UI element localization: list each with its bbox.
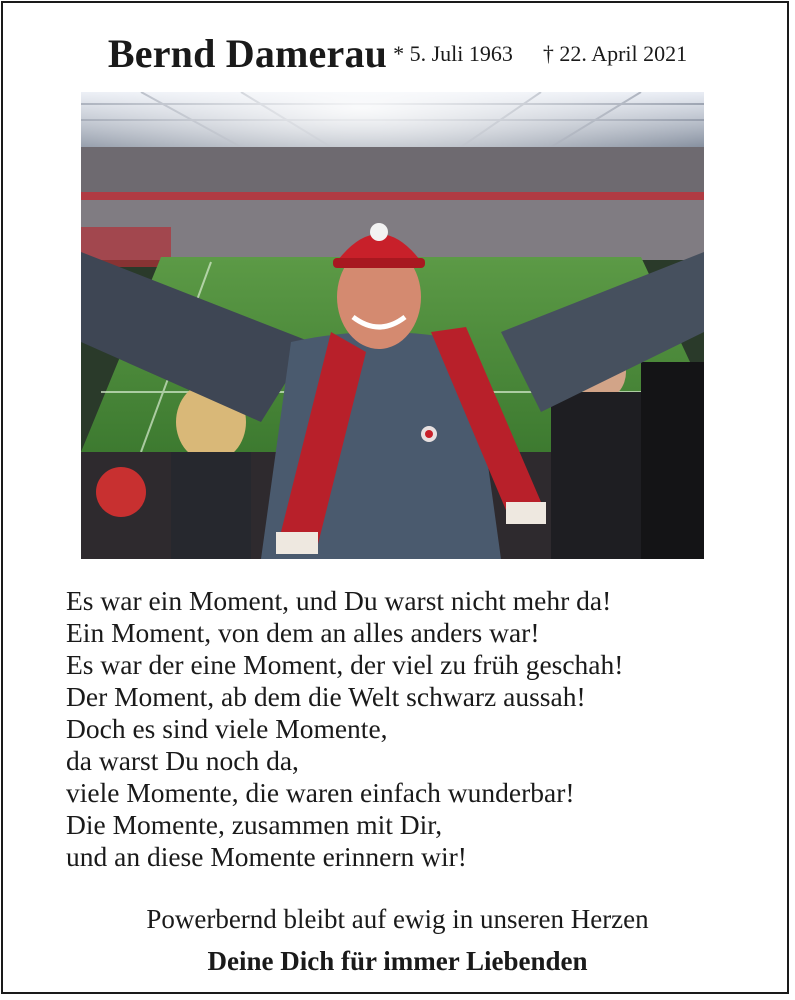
poem-line: und an diese Momente erinnern wir! [66,841,467,872]
closing-signature: Deine Dich für immer Liebenden [207,946,588,976]
poem-line: da warst Du noch da, [66,745,299,776]
poem-line: Es war der eine Moment, der viel zu früh geschah! [66,649,624,680]
poem-line: viele Momente, die waren einfach wunderbar! [66,777,575,808]
poem-line: Ein Moment, von dem an alles anders war! [66,617,540,648]
poem-line: Doch es sind viele Momente, [66,713,388,744]
life-dates [393,41,687,66]
poem-line: Die Momente, zusammen mit Dir, [66,809,443,840]
poem [66,585,766,873]
birth-date: * 5. Juli 1963 [393,41,513,66]
deceased-name: Bernd Damerau [107,31,388,76]
death-date: † 22. April 2021 [542,41,688,66]
poem-line: Der Moment, ab dem die Welt schwarz aussah! [66,681,586,712]
memorial-photo [81,92,704,559]
obituary-header [0,30,795,77]
poem-line: Es war ein Moment, und Du warst nicht mehr da! [66,585,612,616]
closing-remembrance: Powerbernd bleibt auf ewig in unseren Herzen [146,904,649,934]
